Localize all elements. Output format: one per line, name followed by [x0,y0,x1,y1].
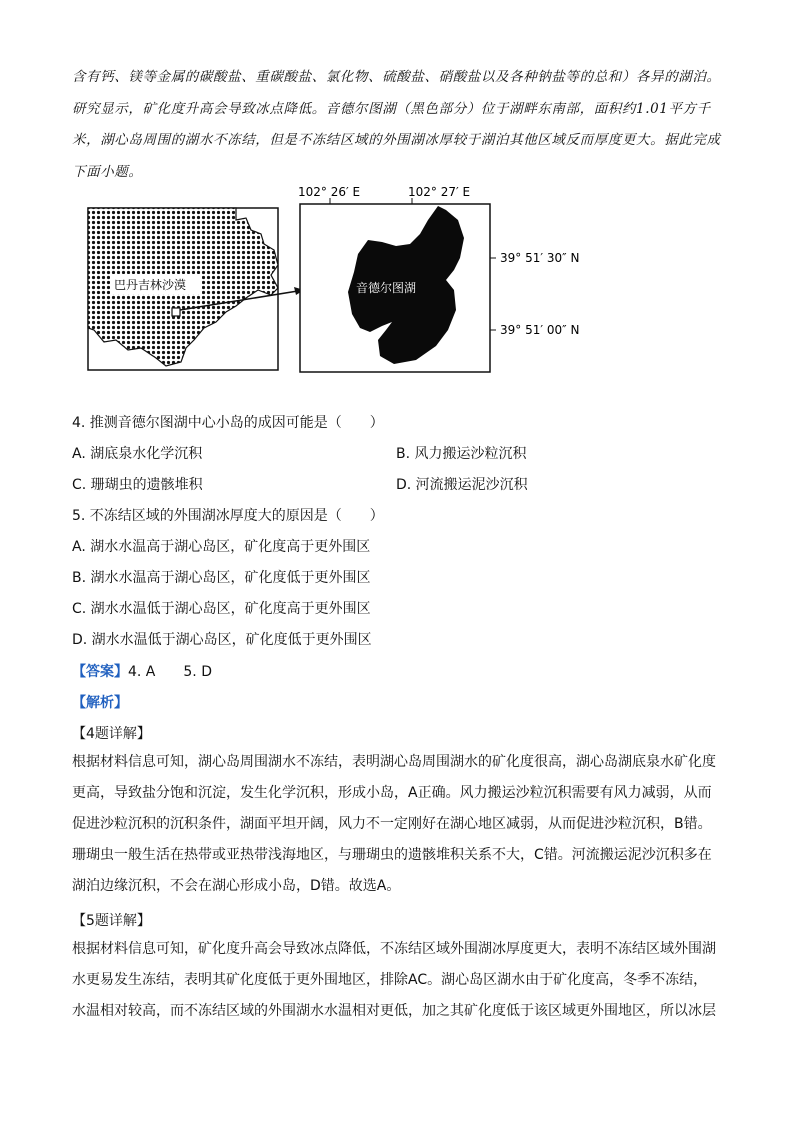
q4-option-b: B. 风力搬运沙粒沉积 [396,446,527,462]
detail-4-body [72,747,732,902]
intro-material [72,62,722,188]
detail-map [298,185,579,372]
q4-option-a: A. 湖底泉水化学沉积 [72,446,203,462]
regional-map [88,208,304,370]
lat-label-2: 39° 51′ 00″ N [500,323,580,337]
q4-option-c: C. 珊瑚虫的遗骸堆积 [72,477,203,493]
q5-option-c: C. 湖水水温低于湖心岛区，矿化度高于更外围区 [72,601,371,617]
detail-5-line: 水更易发生冻结，表明其矿化度低于更外围地区，排除AC。湖心岛区湖水由于矿化度高，冬季不冻结， [72,972,708,988]
desert-label: 巴丹吉林沙漠 [114,278,187,292]
detail-5-line: 根据材料信息可知，矿化度升高会导致冰点降低，不冻结区域外围湖冰厚度更大，表明不冻结区域外围湖 [72,941,716,957]
q4-option-d: D. 河流搬运泥沙沉积 [396,477,528,493]
detail-4-line: 根据材料信息可知，湖心岛周围湖水不冻结，表明湖心岛周围湖水的矿化度很高，湖心岛湖底泉水矿化度 [72,754,716,770]
detail-5-body [72,934,732,1027]
detail-4-title: 【4题详解】 [72,726,151,742]
answer-tag: 【答案】 [72,664,128,680]
detail-4-line: 珊瑚虫一般生活在热带或亚热带浅海地区，与珊瑚虫的遗骸堆积关系不大，C错。河流搬运泥沙沉积多在 [72,847,712,863]
intro-line: 下面小题。 [72,163,143,180]
detail-4-line: 更高，导致盐分饱和沉淀，发生化学沉积，形成小岛，A正确。风力搬运沙粒沉积需要有风力减弱，从而 [72,785,712,801]
lake-location-box [172,308,180,316]
answer-line [72,661,212,681]
question-4-stem: 4. 推测音德尔图湖中心小岛的成因可能是（ ） [72,415,384,431]
detail-4-line: 促进沙粒沉积的沉积条件，湖面平坦开阔，风力不一定刚好在湖心地区减弱，从而促进沙粒沉积，B错。 [72,816,712,832]
lake-label: 音德尔图湖 [356,281,417,295]
lat-label-1: 39° 51′ 30″ N [500,251,580,265]
lon-label-1: 102° 26′ E [298,185,361,199]
detail-5-line: 水温相对较高，而不冻结区域的外围湖水水温相对更低，加之其矿化度低于该区域更外围地区，所以冰层 [72,1003,716,1019]
detail-5-title: 【5题详解】 [72,913,151,929]
map-figure [86,180,626,380]
q5-option-a: A. 湖水水温高于湖心岛区，矿化度高于更外围区 [72,539,371,555]
lon-label-2: 102° 27′ E [408,185,471,199]
analysis-tag: 【解析】 [72,695,128,711]
q5-option-b: B. 湖水水温高于湖心岛区，矿化度低于更外围区 [72,570,371,586]
intro-line: 研究显示，矿化度升高会导致冰点降低。音德尔图湖（黑色部分）位于湖畔东南部，面积约1.01平方千 [72,100,711,117]
answer-text: 4. A 5. D [128,664,212,680]
intro-line: 米，湖心岛周围的湖水不冻结，但是不冻结区域的外围湖冰厚较于湖泊其他区域反而厚度更大。据此完成 [72,132,721,148]
question-5-stem: 5. 不冻结区域的外围湖冰厚度大的原因是（ ） [72,508,384,524]
detail-4-line: 湖泊边缘沉积，不会在湖心形成小岛，D错。故选A。 [72,878,401,894]
q5-option-d: D. 湖水水温低于湖心岛区，矿化度低于更外围区 [72,632,372,648]
intro-line: 含有钙、镁等金属的碳酸盐、重碳酸盐、氯化物、硫酸盐、硝酸盐以及各种钠盐等的总和）各异的湖泊。 [72,69,721,85]
